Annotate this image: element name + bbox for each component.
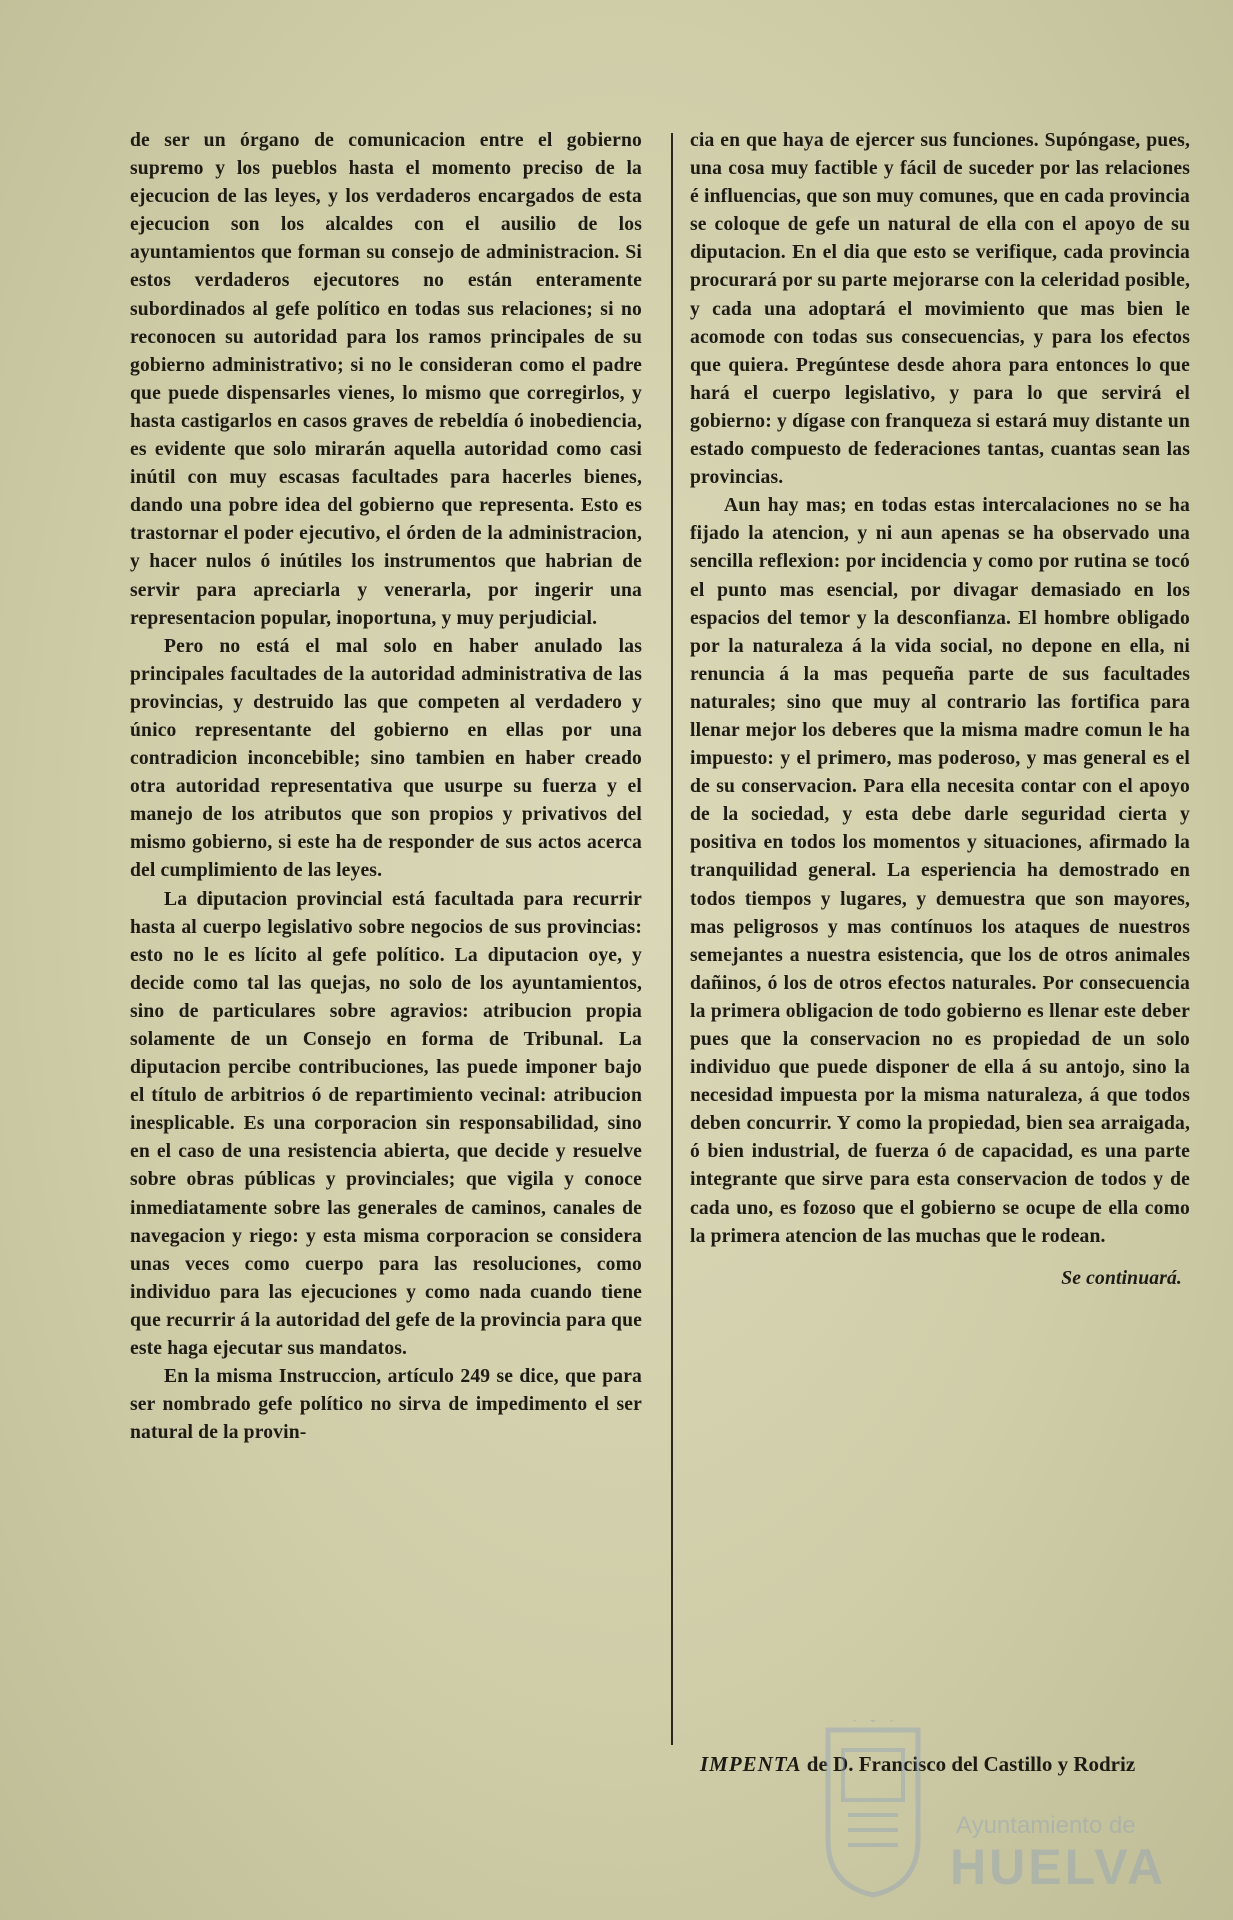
- imprint-text: de D. Francisco del Castillo y Rodriz: [806, 1752, 1136, 1776]
- archive-watermark: [818, 1720, 1178, 1900]
- city-shield-icon: [818, 1720, 928, 1900]
- column-divider: [671, 133, 673, 1745]
- watermark-line-2: HUELVA: [950, 1839, 1167, 1895]
- watermark-line-1: Ayuntamiento de: [956, 1812, 1136, 1839]
- right-text-column: [690, 127, 1190, 1293]
- left-paragraph-2: Pero no está el mal solo en haber anulado las principales facultades de la autoridad administrativa de las provincias, y destruido las que competen al verdadero y único representante del gobierno en ellas por una contradicion inconcebible; sino tambien en haber creado otra autoridad representativa que usurpe su fuerza y el manejo de los atributos que son propios y privativos del mismo gobierno, si este ha de responder de sus actos acerca del cumplimiento de las leyes.: [130, 635, 642, 882]
- left-paragraph-3: La diputacion provincial está facultada para recurrir hasta al cuerpo legislativo sobre negocios de sus provincias: esto no le es lícito al gefe político. La diputacion oye, y decide como tal las quejas, no solo de los ayuntamientos, sino de particulares sobre agravios: atribucion propia solamente de un Consejo en forma de Tribunal. La diputacion percibe contribuciones, las puede imponer bajo el título de arbitrios ó de repartimiento vecinal: atribucion inesplicable. Es una corporacion sin responsabilidad, sino en el caso de una resistencia abierta, que decide y resuelve sobre obras públicas y provinciales; que vigila y conoce inmediatamente sobre las generales de caminos, canales de navegacion y riego: y esta misma corporacion se considera unas veces como cuerpo para las resoluciones, como individuo para las ejecuciones y como nada cuando tiene que recurrir á la autoridad del gefe de la provincia para que este haga ejecutar sus mandatos.: [130, 888, 642, 1360]
- continuation-note: Se continuará.: [1061, 1267, 1182, 1289]
- left-paragraph-1: de ser un órgano de comunicacion entre el gobierno supremo y los pueblos hasta el momento preciso de la ejecucion de las leyes, y los verdaderos encargados de esta ejecucion son los alcaldes con el ausilio de los ayuntamientos que forman su consejo de administracion. Si estos verdaderos ejecutores no están enteramente subordinados al gefe político en todas sus relaciones; si no reconocen su autoridad para los ramos principales de su gobierno administrativo; si no le consideran como el padre que puede dispensarles vienes, lo mismo que corregirlos, y hasta castigarlos en casos graves de rebeldía ó inobediencia, es evidente que solo mirarán aquella autoridad como casi inútil con muy escasas facultades para hacerles bienes, dando una pobre idea del gobierno que representa. Esto es trastornar el poder ejecutivo, el órden de la administracion, y hacer nulos ó inútiles los instrumentos que habrian de servir para apreciarla y venerarla, por ingerir una representacion popular, inoportuna, y muy perjudicial.: [130, 130, 642, 629]
- right-paragraph-2: Aun hay mas; en todas estas intercalaciones no se ha fijado la atencion, y ni aun apenas se ha observado una sencilla reflexion: por incidencia y como por rutina se tocó el punto mas esencial, por divagar demasiado en los espacios del temor y la desconfianza. El hombre obligado por la naturaleza á la vida social, no depone en ella, ni renuncia á la mas pequeña parte de sus facultades naturales; sino que muy al contrario las fortifica para llenar mejor los deberes que la misma madre comun le ha impuesto: y el primero, mas poderoso, y mas general es el de su conservacion. Para ella necesita contar con el apoyo de la sociedad, y esta debe darle seguridad cierta y positiva en todos los momentos y situaciones, afirmado la tranquilidad general. La esperiencia ha demostrado en todos tiempos y lugares, y demuestra que son mayores, mas peligrosos y mas contínuos los ataques de nuestros semejantes a nuestra esistencia, que los de otros animales dañinos, ó los de otros efectos naturales. Por consecuencia la primera obligacion de todo gobierno es llenar este deber pues que la conservacion no es propiedad de un solo individuo que puede disponer de ella á su antojo, sino la necesidad impuesta por la misma naturaleza, á que todos deben concurrir. Y como la propiedad, bien sea arraigada, ó bien industrial, de fuerza ó de capacidad, es una parte integrante que sirve para esta conservacion de todos y de cada uno, es fozoso que el gobierno se ocupe de ella como la primera atencion de las muchas que le rodean.: [690, 495, 1190, 1247]
- right-paragraph-1: cia en que haya de ejercer sus funciones. Supóngase, pues, una cosa muy factible y fácil de suceder por las relaciones é influencias, que son muy comunes, que en cada provincia se coloque de gefe un natural de ella con el apoyo de su diputacion. En el dia que esto se verifique, cada provincia procurará por su parte mejorarse con la celeridad posible, y cada una adoptará el movimiento que mas bien le acomode con todas sus consecuencias, y para los efectos que quiera. Pregúntese desde ahora para entonces lo que hará el cuerpo legislativo, y para lo que servirá el gobierno: y dígase con franqueza si estará muy distante un estado compuesto de federaciones tantas, cuantas sean las provincias.: [690, 130, 1190, 489]
- left-paragraph-4: En la misma Instruccion, artículo 249 se dice, que para ser nombrado gefe político no sirva de impedimento el ser natural de la provin-: [130, 1366, 642, 1444]
- left-text-column: [130, 127, 642, 1447]
- imprint-prefix: IMPENTA: [700, 1752, 802, 1776]
